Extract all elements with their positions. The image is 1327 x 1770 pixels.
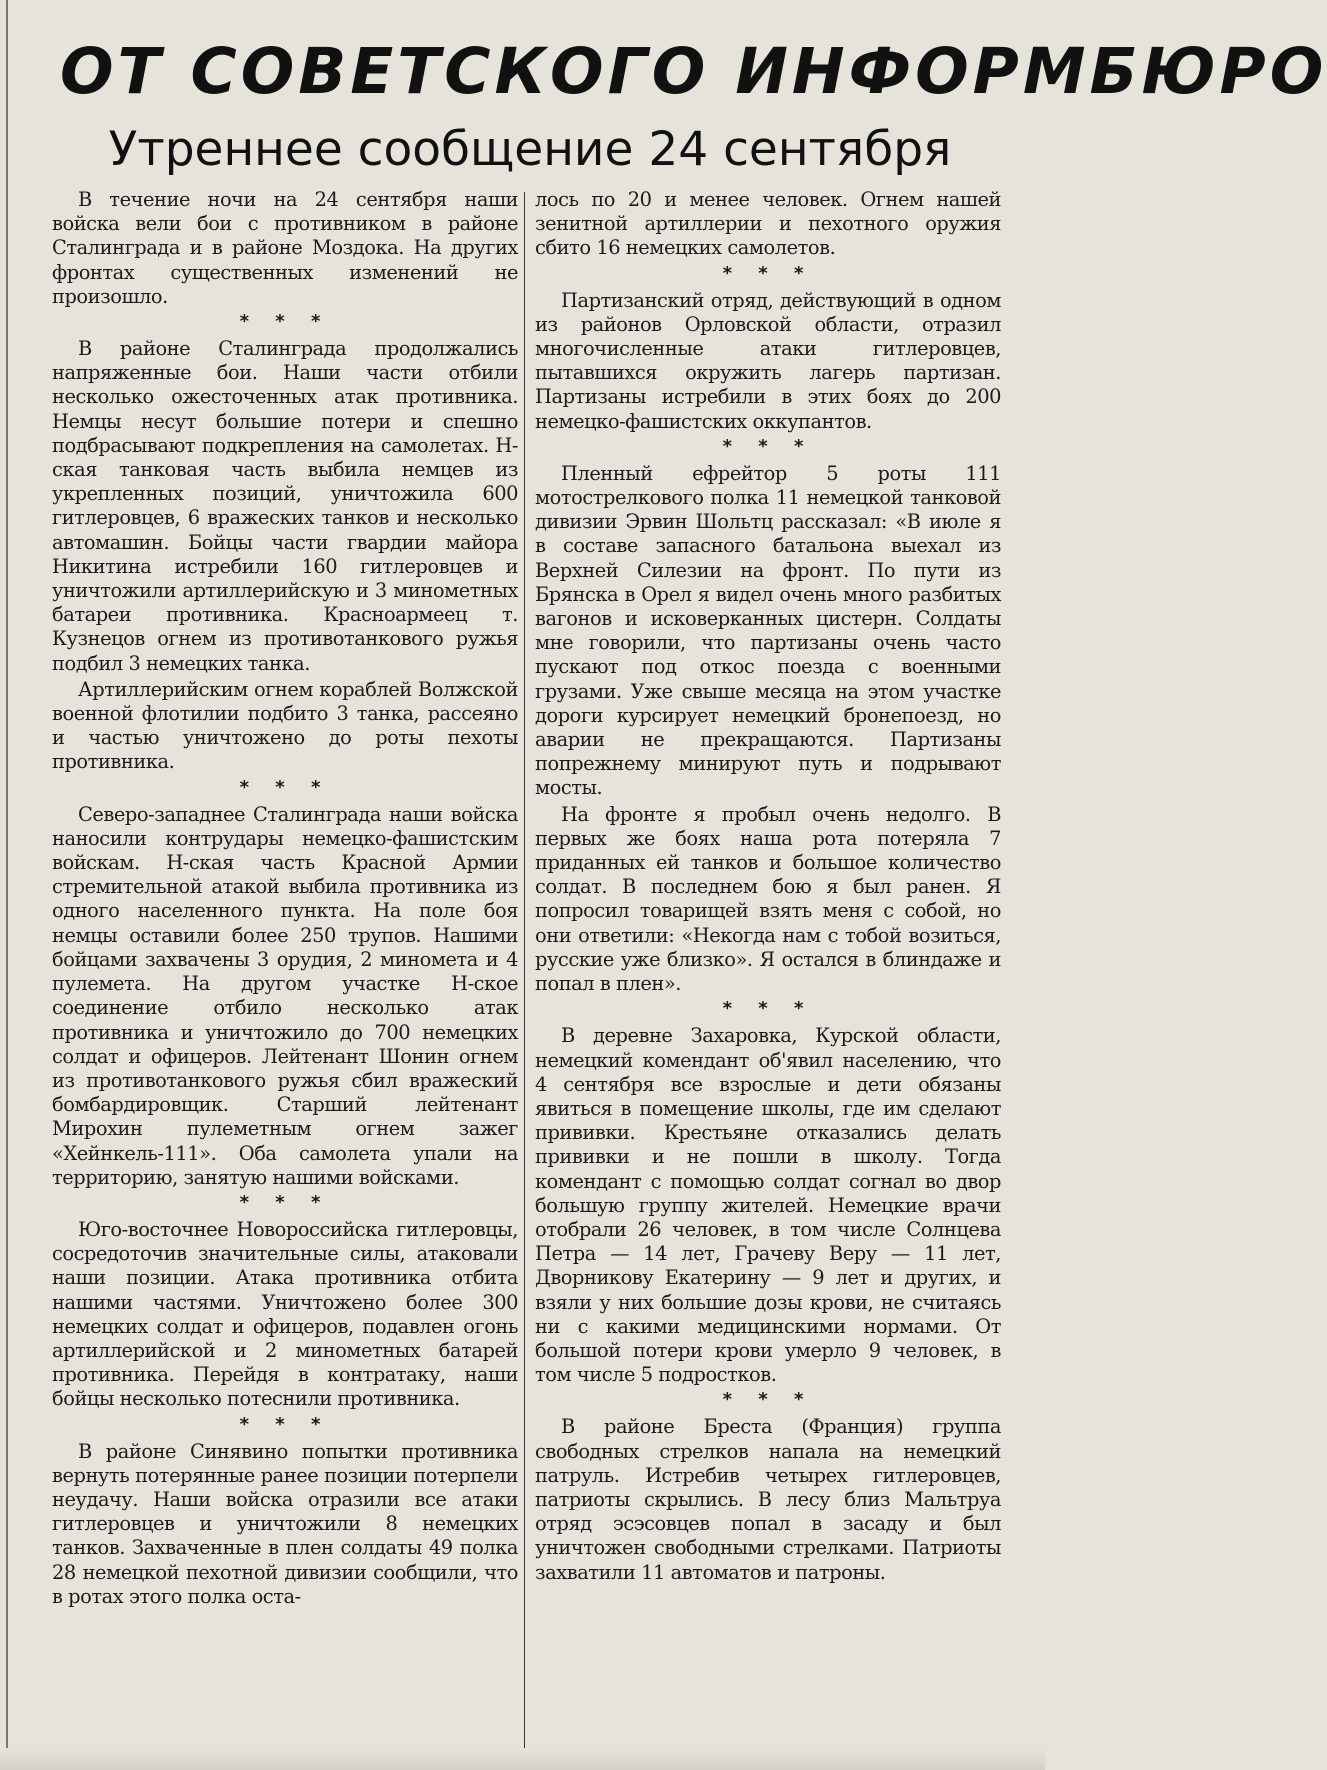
- section-separator: * * *: [239, 1191, 331, 1213]
- section-separator: * * *: [239, 776, 331, 798]
- article-paragraph: Артиллерийским огнем кораблей Волжской военной флотилии подбито 3 танка, рассеяно и частью уничтожено до роты пехоты противника.: [52, 677, 518, 774]
- section-separator: * * *: [239, 1413, 331, 1435]
- masthead-title: ОТ СОВЕТСКОГО ИНФОРМБЮРО: [60, 35, 1327, 108]
- section-separator: * * *: [722, 998, 814, 1020]
- article-paragraph: В деревне Захаровка, Курской области, немецкий комендант об'явил населению, что 4 сентября все взрослые и дети обязаны явиться в помещение школы, где им сделают прививки. Крестьяне отказались делать прививки и не пошли в школу. Тогда комендант с помощью солдат согнал во двор большую группу жителей. Немецкие врачи отобрали 26 человек, в том числе Солнцева Петра — 14 лет, Грачеву Веру — 11 лет, Дворникову Екатерину — 9 лет и других, и взяли у них большие дозы крови, не считаясь ни с какими медицинскими нормами. От большой потери крови умерло 9 человек, в том числе 5 подростков.: [535, 1024, 1001, 1387]
- right-column: [535, 188, 1001, 1760]
- bulletin-subtitle: Утреннее сообщение 24 сентября: [108, 122, 952, 177]
- article-paragraph: Пленный ефрейтор 5 роты 111 мотострелкового полка 11 немецкой танковой дивизии Эрвин Шольтц рассказал: «В июле я в составе запасного батальона выехал из Верхней Силезии на фронт. По пути из Брянска в Орел я видел очень много разбитых вагонов и исковерканных цистерн. Солдаты мне говорили, что партизаны очень часто пускают под откос поезда с военными грузами. Уже свыше месяца на этом участке дороги курсирует немецкий бронепоезд, но аварии не прекращаются. Партизаны попрежнему минируют путь и подрывают мосты.: [535, 461, 1001, 800]
- article-paragraph: Юго-восточнее Новороссийска гитлеровцы, сосредоточив значительные силы, атаковали наши позиции. Атака противника отбита нашими частями. Уничтожено более 300 немецких солдат и офицеров, подавлен огонь артиллерийской и 2 минометных батарей противника. Перейдя в контратаку, наши бойцы несколько потеснили противника.: [52, 1217, 518, 1411]
- article-paragraph: Северо-западнее Сталинграда наши войска наносили контрудары немецко-фашистским войскам. Н-ская часть Красной Армии стремительной атакой выбила противника из одного населенного пункта. На поле боя немцы оставили более 250 трупов. Нашими бойцами захвачены 3 орудия, 2 миномета и 4 пулемета. На другом участке Н-ское соединение отбило несколько атак противника и уничтожило до 700 немецких солдат и офицеров. Лейтенант Шонин огнем из противотанкового ружья сбил вражеский бомбардировщик. Старший лейтенант Мирохин пулеметным огнем зажег «Хейнкель-111». Оба самолета упали на территорию, занятую нашими войсками.: [52, 802, 518, 1189]
- left-column: [52, 188, 518, 1760]
- article-paragraph: В районе Синявино попытки противника вернуть потерянные ранее позиции потерпели неудачу. Наши войска отразили все атаки гитлеровцев и уничтожили 8 немецких танков. Захваченные в плен солдаты 49 полка 28 немецкой пехотной дивизии сообщили, что в ротах этого полка оста-: [52, 1439, 518, 1608]
- section-separator: * * *: [722, 262, 814, 284]
- page-bottom-edge: [0, 1748, 1045, 1770]
- article-paragraph: Партизанский отряд, действующий в одном из районов Орловской области, отразил многочисленные атаки гитлеровцев, пытавшихся окружить лагерь партизан. Партизаны истребили в этих боях до 200 немецко-фашистских оккупантов.: [535, 288, 1001, 433]
- article-paragraph: В течение ночи на 24 сентября наши войска вели бои с противником в районе Сталинграда и в районе Моздока. На других фронтах существенных изменений не произошло.: [52, 188, 518, 308]
- article-paragraph-continued: лось по 20 и менее человек. Огнем нашей зенитной артиллерии и пехотного оружия сбито 16 немецких самолетов.: [535, 188, 1001, 260]
- article-paragraph: В районе Сталинграда продолжались напряженные бои. Наши части отбили несколько ожесточенных атак противника. Немцы несут большие потери и спешно подбрасывают подкрепления на самолетах. Н-ская танковая часть выбила немцев из укрепленных позиций, уничтожила 600 гитлеровцев, 6 вражеских танков и несколько автомашин. Бойцы части гвардии майора Никитина истребили 160 гитлеровцев и уничтожили артиллерийскую и 3 минометных батареи противника. Красноармеец т. Кузнецов огнем из противотанкового ружья подбил 3 немецких танка.: [52, 337, 518, 675]
- section-separator: * * *: [239, 311, 331, 333]
- article-paragraph: На фронте я пробыл очень недолго. В первых же боях наша рота потеряла 7 приданных ей танков и большое количество солдат. В последнем бою я был ранен. Я попросил товарищей взять меня с собой, но они ответили: «Некогда нам с тобой возиться, русские уже близко». Я остался в блиндаже и попал в плен».: [535, 802, 1001, 996]
- page-edge-line: [6, 0, 8, 1770]
- section-separator: * * *: [722, 435, 814, 457]
- section-separator: * * *: [722, 1389, 814, 1411]
- column-divider: [524, 192, 525, 1752]
- article-paragraph: В районе Бреста (Франция) группа свободных стрелков напала на немецкий патруль. Истребив четырех гитлеровцев, патриоты скрылись. В лесу близ Мальтруа отряд эсэсовцев попал в засаду и был уничтожен свободными стрелками. Патриоты захватили 11 автоматов и патроны.: [535, 1415, 1001, 1584]
